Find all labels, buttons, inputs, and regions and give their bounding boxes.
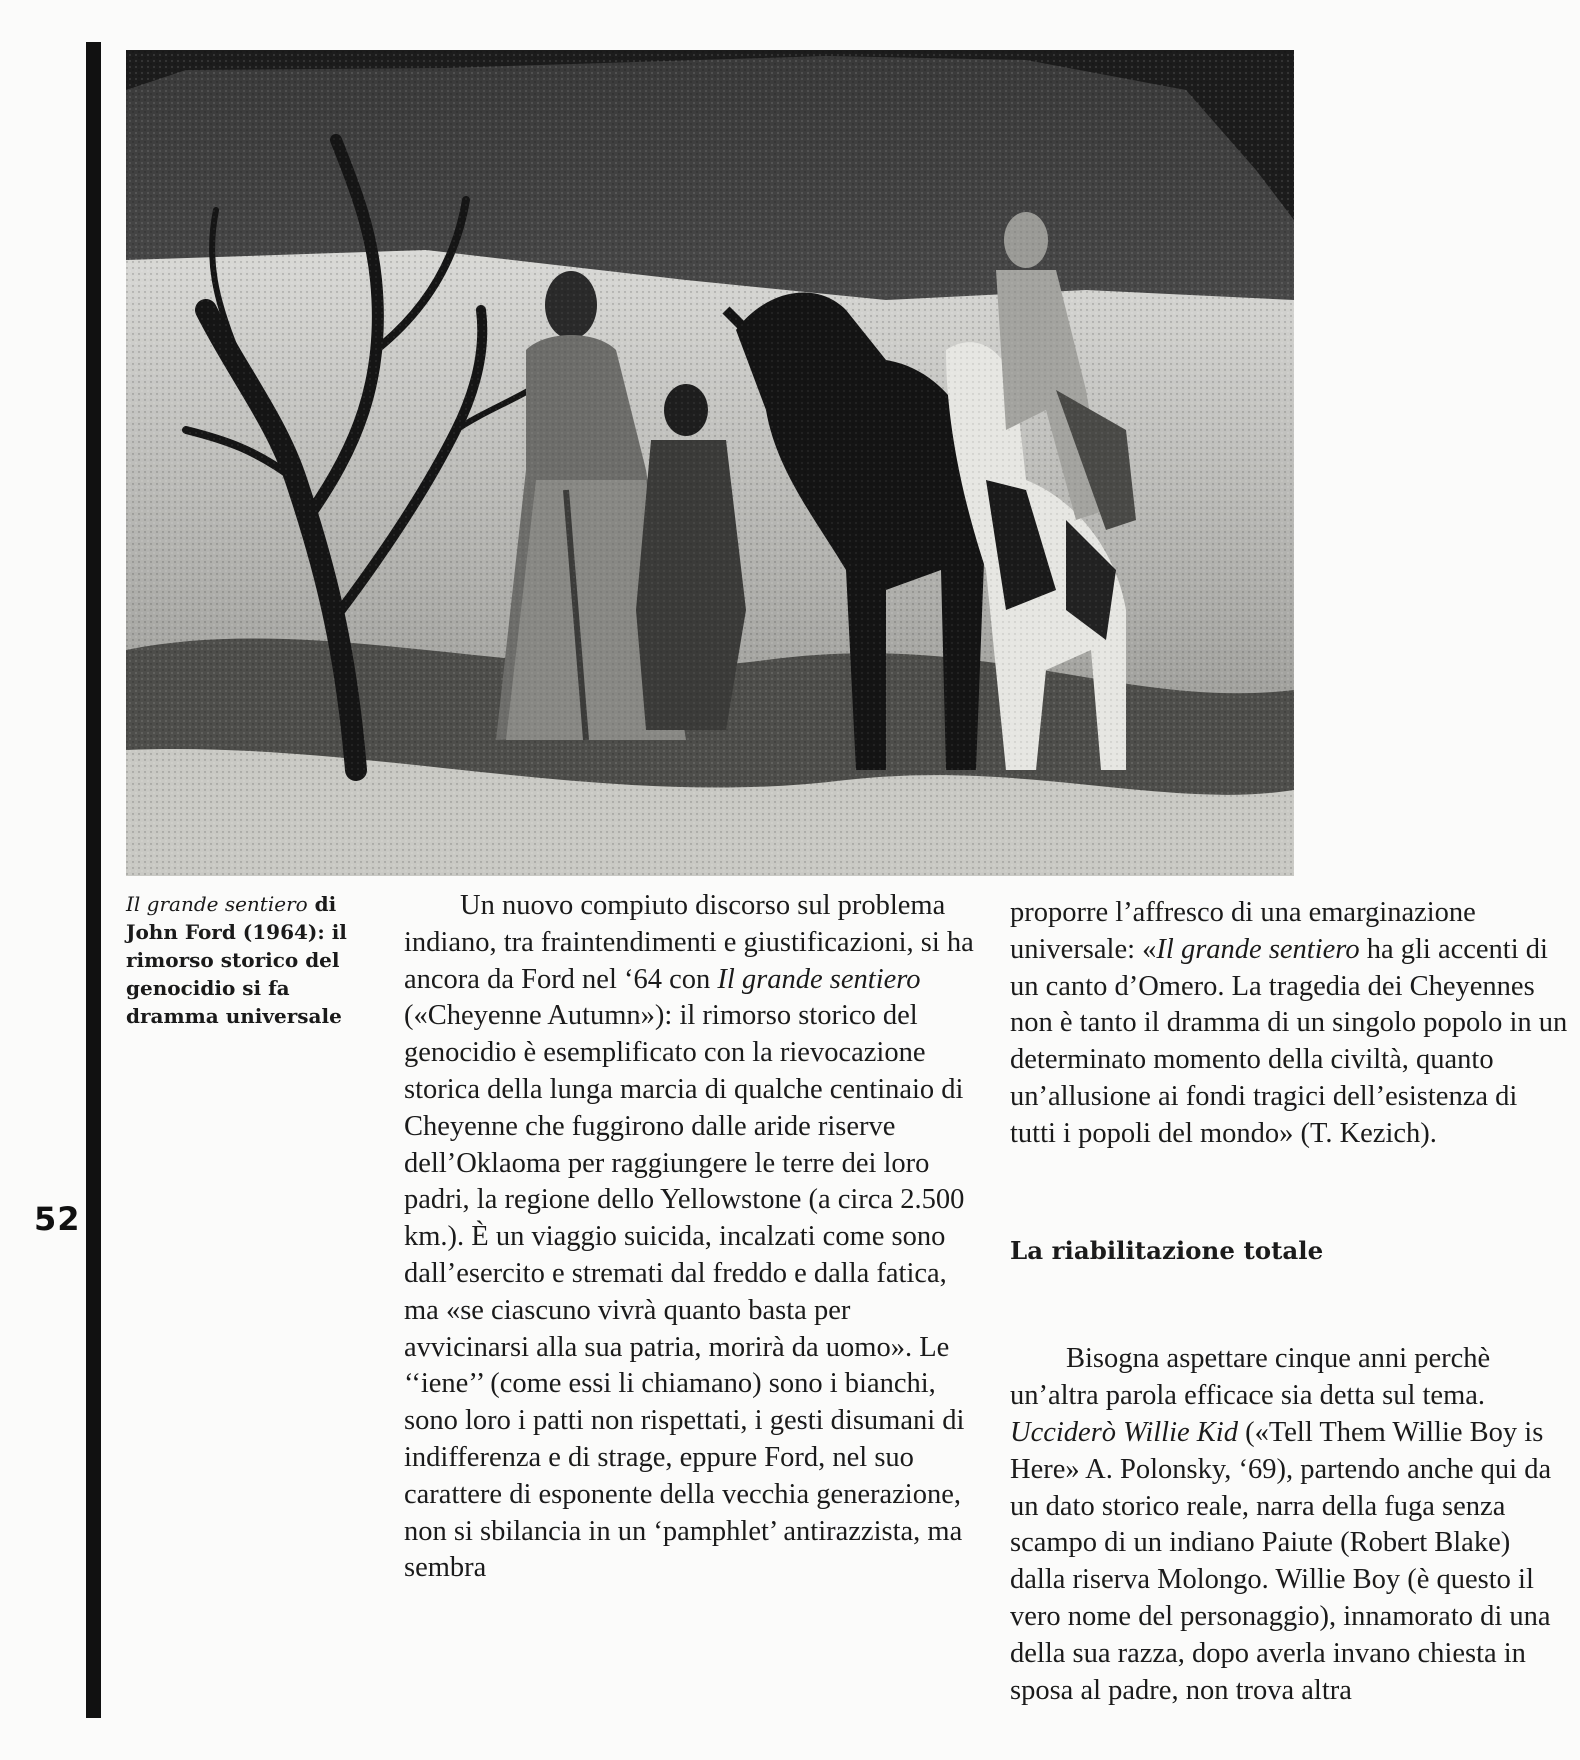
- paragraph: [404, 888, 974, 1587]
- photo-caption: [126, 890, 356, 1030]
- caption-film-title: Il grande sentiero: [126, 892, 308, 916]
- paragraph-text: («Tell Them Willie Boy is Here» A. Polonsky, ‘69), partendo anche qui da un dato storico reale, narra della fuga senza scampo di un indiano Paiute (Robert Blake) dalla riserva Molongo. Willie Boy (è questo il vero nome del personaggio), innamorato di una della sua razza, dopo averla invano chiesta in sposa al padre, non trova altra: [1010, 1416, 1552, 1706]
- text-column-1: [404, 888, 974, 1587]
- text-column-2: [1010, 895, 1570, 1709]
- section-heading: La riabilitazione totale: [1010, 1235, 1324, 1265]
- caption-text: di John Ford (1964): il rimorso storico del genocidio si fa dramma universale: [126, 892, 347, 1028]
- paragraph-text: proporre l’affresco di una emarginazione universale: «: [1010, 897, 1476, 965]
- film-title: Ucciderò Willie Kid: [1010, 1416, 1238, 1448]
- film-title: Il grande sentiero: [1156, 933, 1360, 965]
- paragraph: [1010, 895, 1570, 1153]
- film-still-photo: [126, 50, 1294, 876]
- paragraph: [1010, 1341, 1570, 1709]
- paragraph-text: («Cheyenne Autumn»): il rimorso storico del genocidio è esemplificato con la rievocazione storica della lunga marcia di qualche centinaio di Cheyenne che fuggirono dalle aride riserve dell’Oklaoma per raggiungere le terre dei loro padri, la regione dello Yellowstone (a circa 2.500 km.). È un viaggio suicida, incalzati come sono dall’esercito e stremati dal freddo e dalla fatica, ma «se ciascuno vivrà quanto basta per avvicinarsi alla sua patria, morirà da uomo». Le ‘‘iene’’ (come essi li chiamano) sono i bianchi, sono loro i patti non rispettati, i gesti disumani di indifferenza e di strage, eppure Ford, nel suo carattere di esponente della vecchia generazione, non si sbilancia in un ‘pamphlet’ antirazzista, ma sembra: [404, 1000, 965, 1584]
- film-still-image: [126, 50, 1294, 876]
- margin-rule: [86, 42, 101, 1718]
- paragraph-text: ha gli accenti di un canto d’Omero. La tragedia dei Cheyennes non è tanto il dramma di un singolo popolo in un determinato momento della civiltà, quanto un’allusione ai fondi tragici dell’esistenza di tutti i popoli del mondo» (T. Kezich).: [1010, 933, 1568, 1149]
- paragraph-text: Un nuovo compiuto discorso sul problema indiano, tra fraintendimenti e giustificazioni, si ha ancora da Ford nel ‘64 con: [404, 890, 974, 995]
- page-number: 52: [34, 1200, 81, 1238]
- film-title: Il grande sentiero: [717, 963, 921, 995]
- paragraph-text: Bisogna aspettare cinque anni perchè un’altra parola efficace sia detta sul tema.: [1010, 1343, 1491, 1412]
